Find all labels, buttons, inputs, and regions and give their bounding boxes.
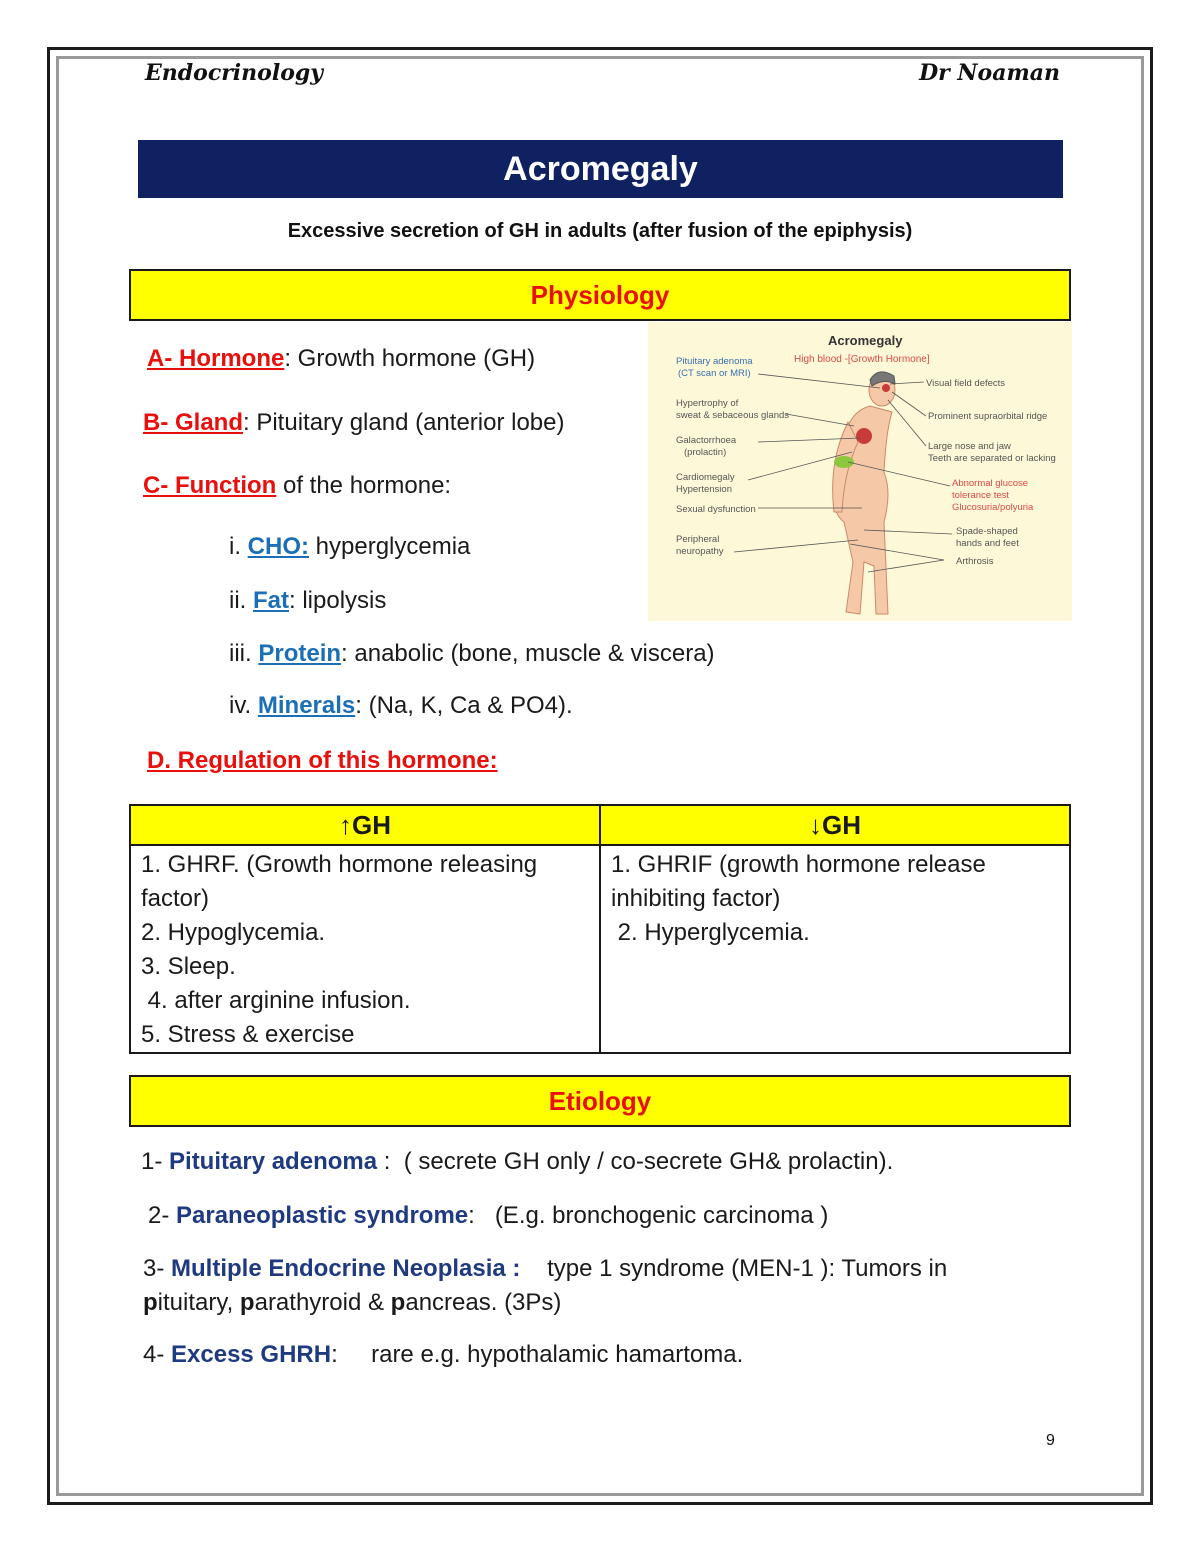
etiology-label: Excess GHRH	[171, 1341, 332, 1368]
figure-label: Teeth are separated or lacking	[928, 453, 1056, 464]
pancreas-marker	[834, 456, 854, 468]
figure-label: (CT scan or MRI)	[678, 368, 751, 379]
etiology-item-continuation	[143, 1289, 561, 1317]
etiology-text: ancreas. (3Ps)	[405, 1289, 562, 1316]
table-cell-line: 4. after arginine infusion.	[141, 987, 411, 1014]
figure-right-labels	[926, 378, 1056, 464]
figure-label: Pituitary adenoma	[676, 356, 753, 367]
etiology-label: Paraneoplastic syndrome	[176, 1202, 469, 1229]
regulation-heading-text: D. Regulation of this hormone:	[147, 747, 498, 774]
figure-label: Peripheral	[676, 534, 720, 545]
bold-p: p	[239, 1289, 255, 1316]
figure-label: Hypertension	[676, 484, 732, 495]
heart-marker	[856, 428, 872, 444]
etiology-num: 1-	[141, 1148, 170, 1175]
etiology-text: type 1 syndrome (MEN-1 ): Tumors in	[520, 1255, 948, 1282]
figure-label: (prolactin)	[684, 447, 727, 458]
figure-label: Arthrosis	[956, 556, 994, 567]
item-text: : anabolic (bone, muscle & viscera)	[341, 640, 715, 667]
regulation-table	[129, 804, 1071, 1054]
header-author: Dr Noaman	[919, 60, 1060, 86]
table-cell-line: 5. Stress & exercise	[141, 1021, 355, 1048]
page-title: Acromegaly	[138, 140, 1063, 198]
item-label-fat: Fat	[253, 587, 289, 614]
table-cell-line: 3. Sleep.	[141, 953, 236, 980]
figure-left-labels	[676, 356, 753, 379]
etiology-text: : (E.g. bronchogenic carcinoma )	[468, 1202, 829, 1229]
etiology-label: Multiple Endocrine Neoplasia :	[171, 1255, 521, 1282]
gland-label: B- Gland	[143, 409, 243, 436]
figure-label: Galactorrhoea	[676, 435, 737, 446]
table-row	[130, 845, 1070, 1053]
hormone-text: Growth hormone (GH)	[291, 345, 536, 372]
figure-label: sweat & sebaceous glands	[676, 410, 790, 421]
etiology-text: arathyroid &	[254, 1289, 391, 1316]
figure-label: Hypertrophy of	[676, 398, 739, 409]
item-num: ii.	[229, 587, 253, 614]
hormone-line	[147, 345, 535, 373]
figure-label: Sexual dysfunction	[676, 504, 756, 515]
figure-subtitle: High blood -[Growth Hormone]	[794, 354, 930, 365]
etiology-num: 4-	[143, 1341, 172, 1368]
figure-right-labels-lower	[956, 526, 1019, 567]
gland-sep: :	[243, 409, 250, 436]
table-cell-line: factor)	[141, 885, 210, 912]
table-cell-line: inhibiting factor)	[611, 885, 781, 912]
gh-decrease-cell	[600, 845, 1070, 1053]
figure-label: Large nose and jaw	[928, 441, 1011, 452]
table-cell-line: 1. GHRF. (Growth hormone releasing	[141, 851, 538, 878]
etiology-text: : rare e.g. hypothalamic hamartoma.	[331, 1341, 744, 1368]
acromegaly-illustration	[648, 322, 1072, 621]
figure-label: Prominent supraorbital ridge	[928, 411, 1048, 422]
item-label-cho: CHO:	[247, 533, 309, 560]
item-label-minerals: Minerals	[257, 692, 356, 719]
etiology-item	[148, 1202, 828, 1230]
item-text: hyperglycemia	[309, 533, 471, 560]
gh-increase-header: ↑GH	[130, 805, 600, 845]
gh-decrease-header: ↓GH	[600, 805, 1070, 845]
bold-p: p	[143, 1289, 158, 1316]
figure-left-labels-dark	[676, 398, 789, 557]
figure-label: Visual field defects	[926, 378, 1006, 389]
etiology-heading: Etiology	[129, 1075, 1071, 1127]
function-item	[229, 587, 386, 615]
gh-increase-cell	[130, 845, 600, 1053]
function-text: of the hormone:	[276, 472, 452, 499]
item-text: : (Na, K, Ca & PO4).	[355, 692, 573, 719]
human-figure	[833, 372, 895, 614]
figure-label: Cardiomegaly	[676, 472, 735, 483]
pituitary-marker	[882, 384, 890, 392]
hormone-label: A- Hormone	[147, 345, 285, 372]
etiology-num: 3-	[143, 1255, 172, 1282]
page-subtitle: Excessive secretion of GH in adults (after fusion of the epiphysis)	[287, 220, 913, 242]
etiology-text: : ( secrete GH only / co-secrete GH& prolactin).	[377, 1148, 894, 1175]
etiology-num: 2-	[148, 1202, 177, 1229]
regulation-heading	[147, 747, 498, 775]
function-item	[229, 533, 470, 561]
function-item	[229, 640, 715, 668]
physiology-heading: Physiology	[129, 269, 1071, 321]
function-line	[143, 472, 451, 500]
acromegaly-figure	[648, 322, 1072, 621]
table-header-row	[130, 805, 1070, 845]
etiology-item	[143, 1255, 947, 1283]
etiology-text: ituitary,	[157, 1289, 240, 1316]
figure-label: Glucosuria/polyuria	[952, 502, 1034, 513]
figure-label: Spade-shaped	[956, 526, 1018, 537]
gland-line	[143, 409, 565, 437]
item-text: : lipolysis	[289, 587, 387, 614]
item-num: i.	[229, 533, 248, 560]
header-subject: Endocrinology	[145, 60, 324, 86]
table-cell-line: 1. GHRIF (growth hormone release	[611, 851, 986, 878]
function-label: C- Function	[143, 472, 277, 499]
figure-label: tolerance test	[952, 490, 1010, 501]
item-num: iv.	[229, 692, 258, 719]
item-label-protein: Protein	[258, 640, 342, 667]
item-num: iii.	[229, 640, 259, 667]
etiology-label: Pituitary adenoma	[169, 1148, 378, 1175]
figure-right-labels-red	[952, 478, 1034, 513]
figure-title: Acromegaly	[828, 333, 903, 348]
table-cell-line: 2. Hypoglycemia.	[141, 919, 326, 946]
function-item	[229, 692, 573, 720]
gland-text: Pituitary gland (anterior lobe)	[249, 409, 565, 436]
etiology-item	[141, 1148, 893, 1176]
etiology-item	[143, 1341, 743, 1369]
table-cell-line: 2. Hyperglycemia.	[611, 919, 810, 946]
hormone-sep: :	[284, 345, 292, 372]
figure-label: Abnormal glucose	[952, 478, 1029, 489]
bold-p: p	[390, 1289, 406, 1316]
figure-label: neuropathy	[676, 546, 724, 557]
page-number: 9	[1046, 1432, 1055, 1449]
figure-label: hands and feet	[956, 538, 1019, 549]
